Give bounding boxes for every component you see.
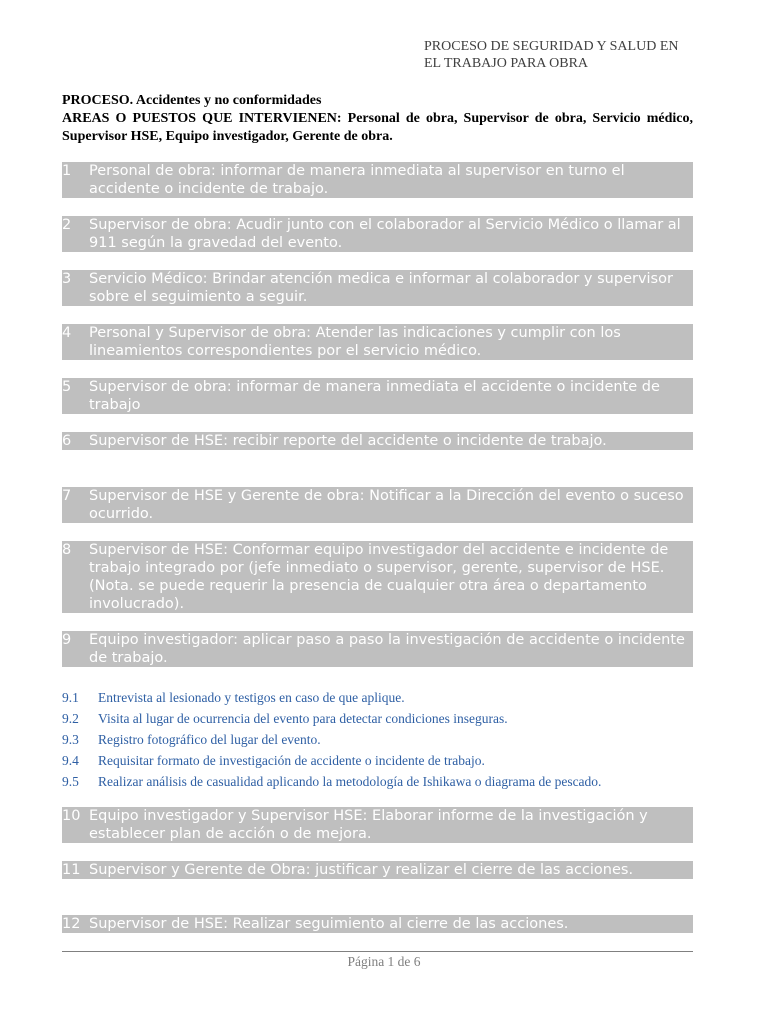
step-text: Personal y Supervisor de obra: Atender las indicaciones y cumplir con los lineamientos correspondientes por el servicio médico. bbox=[89, 325, 621, 359]
step-text: Servicio Médico: Brindar atención medica e informar al colaborador y supervisor sobre el seguimiento a seguir. bbox=[89, 271, 673, 305]
substep-text: Requisitar formato de investigación de accidente o incidente de trabajo. bbox=[98, 753, 485, 768]
step-2 bbox=[62, 216, 693, 252]
step-8 bbox=[62, 541, 693, 613]
substep-number: 9.5 bbox=[62, 774, 79, 789]
step-number: 11 bbox=[62, 862, 81, 878]
substep-number: 9.3 bbox=[62, 732, 79, 747]
page-number: Página 1 de 6 bbox=[347, 954, 421, 969]
process-areas: AREAS O PUESTOS QUE INTERVIENEN: Personal de obra, Supervisor de obra, Servicio médico, Supervisor HSE, Equipo investigador, Gerente de obra. bbox=[62, 111, 693, 144]
step-10 bbox=[62, 807, 693, 843]
step-text: Supervisor de HSE: recibir reporte del accidente o incidente de trabajo. bbox=[89, 433, 607, 449]
step-number: 10 bbox=[62, 808, 81, 824]
step-text: Equipo investigador y Supervisor HSE: Elaborar informe de la investigación y establecer plan de acción o de mejora. bbox=[89, 808, 648, 842]
step-number: 8 bbox=[62, 542, 72, 558]
substep-number: 9.4 bbox=[62, 753, 79, 768]
substep-9-4 bbox=[62, 752, 722, 770]
step-text: Equipo investigador: aplicar paso a paso la investigación de accidente o incidente de trabajo. bbox=[89, 632, 685, 666]
step-5 bbox=[62, 378, 693, 414]
substep-text: Realizar análisis de casualidad aplicando la metodología de Ishikawa o diagrama de pescado. bbox=[98, 774, 602, 789]
step-text: Supervisor y Gerente de Obra: justificar y realizar el cierre de las acciones. bbox=[89, 862, 634, 878]
step-text: Personal de obra: informar de manera inmediata al supervisor en turno el accidente o incidente de trabajo. bbox=[89, 163, 625, 197]
substep-number: 9.2 bbox=[62, 711, 79, 726]
step-9 bbox=[62, 631, 693, 667]
step-number: 12 bbox=[62, 916, 81, 932]
process-intro bbox=[62, 92, 693, 146]
substep-text: Registro fotográfico del lugar del evento. bbox=[98, 732, 321, 747]
substep-number: 9.1 bbox=[62, 690, 79, 705]
substep-9-1 bbox=[62, 689, 722, 707]
header-title-line-1: PROCESO DE SEGURIDAD Y SALUD EN bbox=[424, 39, 679, 54]
step-11 bbox=[62, 861, 693, 879]
step-number: 3 bbox=[62, 271, 72, 287]
step-text: Supervisor de obra: Acudir junto con el colaborador al Servicio Médico o llamar al 911 según la gravedad del evento. bbox=[89, 217, 681, 251]
footer-divider bbox=[62, 951, 693, 952]
header-title-line-2: EL TRABAJO PARA OBRA bbox=[424, 56, 589, 71]
step-12 bbox=[62, 915, 693, 933]
step-text: Supervisor de HSE y Gerente de obra: Notificar a la Dirección del evento o suceso ocurrido. bbox=[89, 488, 684, 522]
step-number: 5 bbox=[62, 379, 72, 395]
step-number: 1 bbox=[62, 163, 72, 179]
step-text: Supervisor de obra: informar de manera inmediata el accidente o incidente de trabajo bbox=[89, 379, 660, 413]
substep-9-5 bbox=[62, 773, 722, 791]
step-number: 7 bbox=[62, 488, 72, 504]
process-title: PROCESO. Accidentes y no conformidades bbox=[62, 93, 322, 108]
step-text: Supervisor de HSE: Conformar equipo investigador del accidente e incidente de trabajo integrado por (jefe inmediato o supervisor, gerente, supervisor de HSE. (Nota. se puede requerir la presencia de cualquier otra área o departamento involucrado). bbox=[89, 542, 669, 612]
substep-text: Visita al lugar de ocurrencia del evento para detectar condiciones inseguras. bbox=[98, 711, 508, 726]
step-number: 2 bbox=[62, 217, 72, 233]
substep-9-3 bbox=[62, 731, 722, 749]
step-3 bbox=[62, 270, 693, 306]
document-header bbox=[424, 38, 724, 72]
step-7 bbox=[62, 487, 693, 523]
step-4 bbox=[62, 324, 693, 360]
substep-text: Entrevista al lesionado y testigos en caso de que aplique. bbox=[98, 690, 405, 705]
step-6 bbox=[62, 432, 693, 450]
step-number: 9 bbox=[62, 632, 72, 648]
step-text: Supervisor de HSE: Realizar seguimiento al cierre de las acciones. bbox=[89, 916, 569, 932]
substep-9-2 bbox=[62, 710, 722, 728]
step-1 bbox=[62, 162, 693, 198]
step-number: 6 bbox=[62, 433, 72, 449]
step-number: 4 bbox=[62, 325, 72, 341]
